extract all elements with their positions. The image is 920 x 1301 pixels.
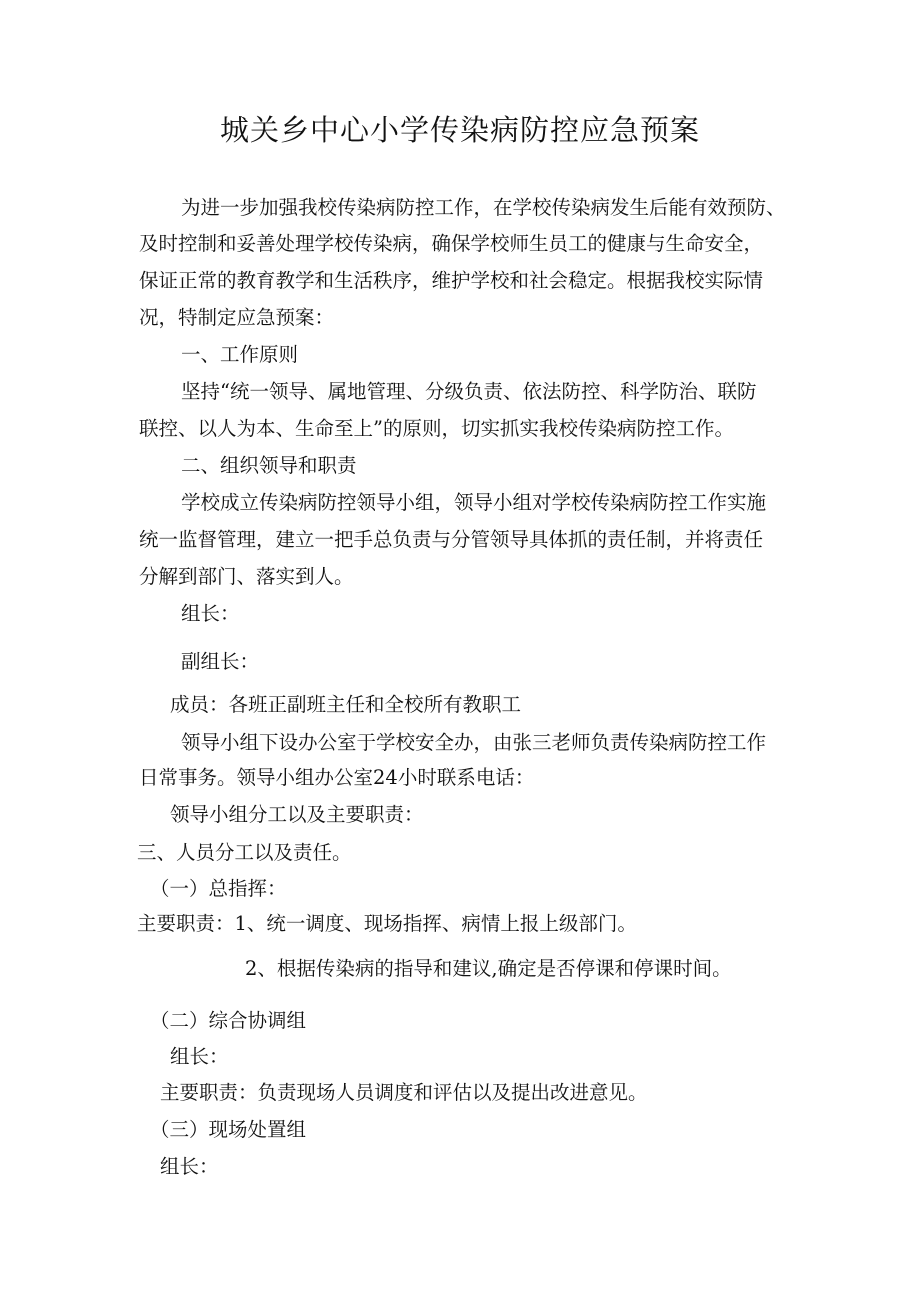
section-heading: 二、组织领导和职责 [181,454,357,477]
subsection-heading: （三）现场处置组 [150,1118,307,1141]
subsection-heading: （一）总指挥： [150,877,287,900]
members-line: 成员：各班正副班主任和全校所有教职工 [170,693,522,716]
paragraph-line: 联控、以人为本、生命至上”的原则，切实抓实我校传染病防控工作。 [139,417,734,440]
deputy-leader-label: 副组长： [181,650,260,673]
paragraph-line: 况，特制定应急预案： [139,306,335,329]
section-heading: 三、人员分工以及责任。 [137,841,352,864]
leader-label: 组长： [160,1155,219,1178]
paragraph-line: 学校成立传染病防控领导小组，领导小组对学校传染病防控工作实施 [181,491,767,514]
section-heading: 一、工作原则 [181,343,299,366]
leader-label: 组长： [170,1045,229,1068]
paragraph-line: 日常事务。领导小组办公室24小时联系电话： [139,766,535,789]
subsection-heading: （二）综合协调组 [150,1009,307,1032]
paragraph-line: 为进一步加强我校传染病防控工作，在学校传染病发生后能有效预防、 [181,196,786,219]
paragraph-line: 统一监督管理，建立一把手总负责与分管领导具体抓的责任制，并将责任 [139,528,764,551]
duty-line: 主要职责：负责现场人员调度和评估以及提出改进意见。 [160,1081,648,1104]
duty-line: 2、根据传染病的指导和建议,确定是否停课和停课时间。 [245,957,732,980]
paragraph-line: 领导小组分工以及主要职责： [170,803,424,826]
paragraph-line: 分解到部门、落实到人。 [139,565,354,588]
leader-label: 组长： [181,602,240,625]
paragraph-line: 坚持“统一领导、属地管理、分级负责、依法防控、科学防治、联防 [181,380,757,403]
paragraph-line: 及时控制和妥善处理学校传染病，确保学校师生员工的健康与生命安全， [139,232,764,255]
paragraph-line: 保证正常的教育教学和生活秩序，维护学校和社会稳定。根据我校实际情 [139,269,764,292]
document-title: 城关乡中心小学传染病防控应急预案 [219,113,700,147]
paragraph-line: 领导小组下设办公室于学校安全办，由张三老师负责传染病防控工作 [181,731,767,754]
duty-line: 主要职责：1、统一调度、现场指挥、病情上报上级部门。 [137,912,637,935]
